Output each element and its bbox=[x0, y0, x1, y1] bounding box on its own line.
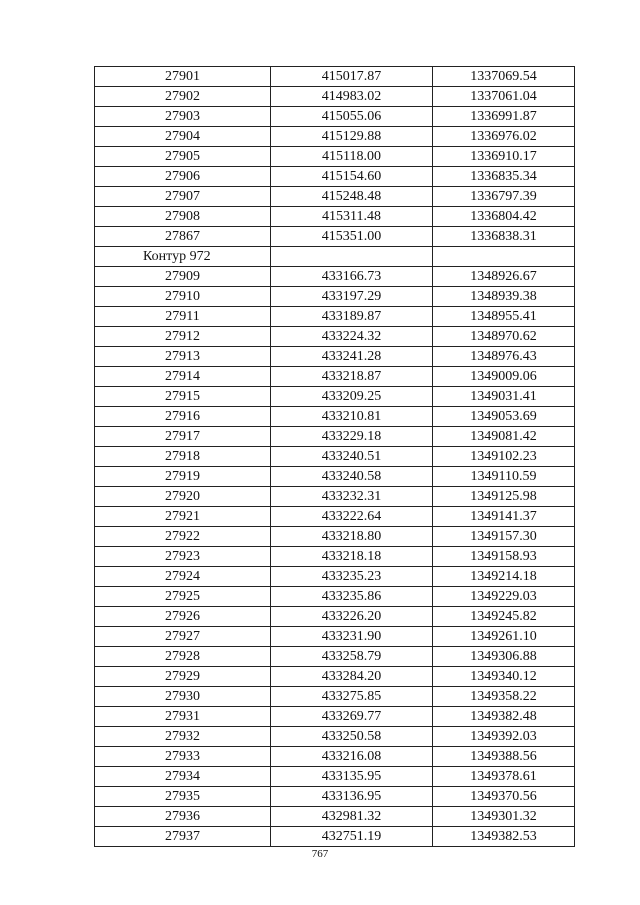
point-number-cell: 27928 bbox=[95, 647, 271, 667]
table-row bbox=[95, 307, 575, 327]
x-coordinate-cell: 433135.95 bbox=[271, 767, 433, 787]
y-coordinate-cell: 1349110.59 bbox=[433, 467, 575, 487]
point-number-cell: 27906 bbox=[95, 167, 271, 187]
table-row bbox=[95, 147, 575, 167]
table-row bbox=[95, 827, 575, 847]
x-coordinate-cell: 433258.79 bbox=[271, 647, 433, 667]
table-row bbox=[95, 267, 575, 287]
table-row bbox=[95, 647, 575, 667]
point-number-cell: 27903 bbox=[95, 107, 271, 127]
point-number-cell: 27907 bbox=[95, 187, 271, 207]
table-row bbox=[95, 427, 575, 447]
table-row bbox=[95, 327, 575, 347]
table-row bbox=[95, 387, 575, 407]
y-coordinate-cell: 1336797.39 bbox=[433, 187, 575, 207]
x-coordinate-cell: 415351.00 bbox=[271, 227, 433, 247]
empty-cell bbox=[433, 247, 575, 267]
x-coordinate-cell: 433250.58 bbox=[271, 727, 433, 747]
point-number-cell: 27919 bbox=[95, 467, 271, 487]
y-coordinate-cell: 1349141.37 bbox=[433, 507, 575, 527]
table-body-before bbox=[95, 67, 575, 247]
point-number-cell: 27937 bbox=[95, 827, 271, 847]
x-coordinate-cell: 433226.20 bbox=[271, 607, 433, 627]
y-coordinate-cell: 1349370.56 bbox=[433, 787, 575, 807]
y-coordinate-cell: 1349102.23 bbox=[433, 447, 575, 467]
table-row bbox=[95, 727, 575, 747]
y-coordinate-cell: 1349158.93 bbox=[433, 547, 575, 567]
point-number-cell: 27935 bbox=[95, 787, 271, 807]
y-coordinate-cell: 1349388.56 bbox=[433, 747, 575, 767]
point-number-cell: 27922 bbox=[95, 527, 271, 547]
y-coordinate-cell: 1348970.62 bbox=[433, 327, 575, 347]
x-coordinate-cell: 433240.51 bbox=[271, 447, 433, 467]
table-row bbox=[95, 707, 575, 727]
point-number-cell: 27905 bbox=[95, 147, 271, 167]
table-row bbox=[95, 507, 575, 527]
y-coordinate-cell: 1349031.41 bbox=[433, 387, 575, 407]
table-row bbox=[95, 667, 575, 687]
table-row bbox=[95, 407, 575, 427]
point-number-cell: 27930 bbox=[95, 687, 271, 707]
y-coordinate-cell: 1348955.41 bbox=[433, 307, 575, 327]
x-coordinate-cell: 433235.23 bbox=[271, 567, 433, 587]
table-row bbox=[95, 787, 575, 807]
table-row bbox=[95, 747, 575, 767]
y-coordinate-cell: 1349392.03 bbox=[433, 727, 575, 747]
x-coordinate-cell: 433231.90 bbox=[271, 627, 433, 647]
x-coordinate-cell: 415311.48 bbox=[271, 207, 433, 227]
x-coordinate-cell: 433209.25 bbox=[271, 387, 433, 407]
table-row bbox=[95, 127, 575, 147]
table-row bbox=[95, 227, 575, 247]
y-coordinate-cell: 1349081.42 bbox=[433, 427, 575, 447]
point-number-cell: 27926 bbox=[95, 607, 271, 627]
empty-cell bbox=[271, 247, 433, 267]
y-coordinate-cell: 1336991.87 bbox=[433, 107, 575, 127]
x-coordinate-cell: 433218.80 bbox=[271, 527, 433, 547]
x-coordinate-cell: 433216.08 bbox=[271, 747, 433, 767]
point-number-cell: 27931 bbox=[95, 707, 271, 727]
point-number-cell: 27917 bbox=[95, 427, 271, 447]
table-row bbox=[95, 807, 575, 827]
y-coordinate-cell: 1349382.48 bbox=[433, 707, 575, 727]
table-row bbox=[95, 607, 575, 627]
point-number-cell: 27902 bbox=[95, 87, 271, 107]
table-row bbox=[95, 587, 575, 607]
section-header bbox=[95, 247, 575, 267]
table-row bbox=[95, 287, 575, 307]
point-number-cell: 27916 bbox=[95, 407, 271, 427]
x-coordinate-cell: 432751.19 bbox=[271, 827, 433, 847]
table-row bbox=[95, 107, 575, 127]
coordinates-table bbox=[94, 66, 575, 847]
x-coordinate-cell: 433218.18 bbox=[271, 547, 433, 567]
table-row bbox=[95, 487, 575, 507]
y-coordinate-cell: 1336910.17 bbox=[433, 147, 575, 167]
x-coordinate-cell: 415248.48 bbox=[271, 187, 433, 207]
point-number-cell: 27915 bbox=[95, 387, 271, 407]
y-coordinate-cell: 1349053.69 bbox=[433, 407, 575, 427]
table-row bbox=[95, 547, 575, 567]
x-coordinate-cell: 432981.32 bbox=[271, 807, 433, 827]
y-coordinate-cell: 1349261.10 bbox=[433, 627, 575, 647]
point-number-cell: 27910 bbox=[95, 287, 271, 307]
table-row bbox=[95, 87, 575, 107]
x-coordinate-cell: 433189.87 bbox=[271, 307, 433, 327]
y-coordinate-cell: 1336835.34 bbox=[433, 167, 575, 187]
table-row bbox=[95, 627, 575, 647]
point-number-cell: 27929 bbox=[95, 667, 271, 687]
table-row bbox=[95, 687, 575, 707]
y-coordinate-cell: 1349009.06 bbox=[433, 367, 575, 387]
y-coordinate-cell: 1336804.42 bbox=[433, 207, 575, 227]
table-row bbox=[95, 767, 575, 787]
point-number-cell: 27933 bbox=[95, 747, 271, 767]
point-number-cell: 27909 bbox=[95, 267, 271, 287]
y-coordinate-cell: 1336838.31 bbox=[433, 227, 575, 247]
y-coordinate-cell: 1349301.32 bbox=[433, 807, 575, 827]
y-coordinate-cell: 1349378.61 bbox=[433, 767, 575, 787]
point-number-cell: 27904 bbox=[95, 127, 271, 147]
y-coordinate-cell: 1337061.04 bbox=[433, 87, 575, 107]
point-number-cell: 27908 bbox=[95, 207, 271, 227]
y-coordinate-cell: 1349340.12 bbox=[433, 667, 575, 687]
x-coordinate-cell: 433136.95 bbox=[271, 787, 433, 807]
table-row bbox=[95, 447, 575, 467]
section-label: Контур 972 bbox=[95, 247, 271, 267]
x-coordinate-cell: 415017.87 bbox=[271, 67, 433, 87]
section-row bbox=[95, 247, 575, 267]
y-coordinate-cell: 1349382.53 bbox=[433, 827, 575, 847]
x-coordinate-cell: 433240.58 bbox=[271, 467, 433, 487]
point-number-cell: 27914 bbox=[95, 367, 271, 387]
y-coordinate-cell: 1349125.98 bbox=[433, 487, 575, 507]
table-row bbox=[95, 187, 575, 207]
point-number-cell: 27924 bbox=[95, 567, 271, 587]
x-coordinate-cell: 433218.87 bbox=[271, 367, 433, 387]
y-coordinate-cell: 1336976.02 bbox=[433, 127, 575, 147]
table-row bbox=[95, 367, 575, 387]
point-number-cell: 27923 bbox=[95, 547, 271, 567]
x-coordinate-cell: 433197.29 bbox=[271, 287, 433, 307]
page-number: 767 bbox=[311, 848, 329, 860]
y-coordinate-cell: 1349245.82 bbox=[433, 607, 575, 627]
table-row bbox=[95, 207, 575, 227]
y-coordinate-cell: 1349214.18 bbox=[433, 567, 575, 587]
x-coordinate-cell: 415055.06 bbox=[271, 107, 433, 127]
x-coordinate-cell: 433232.31 bbox=[271, 487, 433, 507]
point-number-cell: 27934 bbox=[95, 767, 271, 787]
point-number-cell: 27927 bbox=[95, 627, 271, 647]
x-coordinate-cell: 433235.86 bbox=[271, 587, 433, 607]
x-coordinate-cell: 433224.32 bbox=[271, 327, 433, 347]
y-coordinate-cell: 1337069.54 bbox=[433, 67, 575, 87]
x-coordinate-cell: 414983.02 bbox=[271, 87, 433, 107]
table-body-after bbox=[95, 267, 575, 847]
x-coordinate-cell: 433241.28 bbox=[271, 347, 433, 367]
y-coordinate-cell: 1349157.30 bbox=[433, 527, 575, 547]
point-number-cell: 27921 bbox=[95, 507, 271, 527]
point-number-cell: 27918 bbox=[95, 447, 271, 467]
x-coordinate-cell: 433222.64 bbox=[271, 507, 433, 527]
table-row bbox=[95, 527, 575, 547]
x-coordinate-cell: 415154.60 bbox=[271, 167, 433, 187]
y-coordinate-cell: 1348939.38 bbox=[433, 287, 575, 307]
y-coordinate-cell: 1348976.43 bbox=[433, 347, 575, 367]
table-row bbox=[95, 467, 575, 487]
point-number-cell: 27867 bbox=[95, 227, 271, 247]
x-coordinate-cell: 433284.20 bbox=[271, 667, 433, 687]
y-coordinate-cell: 1348926.67 bbox=[433, 267, 575, 287]
x-coordinate-cell: 433269.77 bbox=[271, 707, 433, 727]
x-coordinate-cell: 433210.81 bbox=[271, 407, 433, 427]
point-number-cell: 27920 bbox=[95, 487, 271, 507]
point-number-cell: 27901 bbox=[95, 67, 271, 87]
point-number-cell: 27911 bbox=[95, 307, 271, 327]
point-number-cell: 27925 bbox=[95, 587, 271, 607]
x-coordinate-cell: 415118.00 bbox=[271, 147, 433, 167]
x-coordinate-cell: 433275.85 bbox=[271, 687, 433, 707]
table-row bbox=[95, 567, 575, 587]
point-number-cell: 27912 bbox=[95, 327, 271, 347]
table-row bbox=[95, 167, 575, 187]
y-coordinate-cell: 1349306.88 bbox=[433, 647, 575, 667]
point-number-cell: 27936 bbox=[95, 807, 271, 827]
table-row bbox=[95, 67, 575, 87]
y-coordinate-cell: 1349358.22 bbox=[433, 687, 575, 707]
y-coordinate-cell: 1349229.03 bbox=[433, 587, 575, 607]
point-number-cell: 27913 bbox=[95, 347, 271, 367]
point-number-cell: 27932 bbox=[95, 727, 271, 747]
x-coordinate-cell: 415129.88 bbox=[271, 127, 433, 147]
x-coordinate-cell: 433166.73 bbox=[271, 267, 433, 287]
table-row bbox=[95, 347, 575, 367]
x-coordinate-cell: 433229.18 bbox=[271, 427, 433, 447]
